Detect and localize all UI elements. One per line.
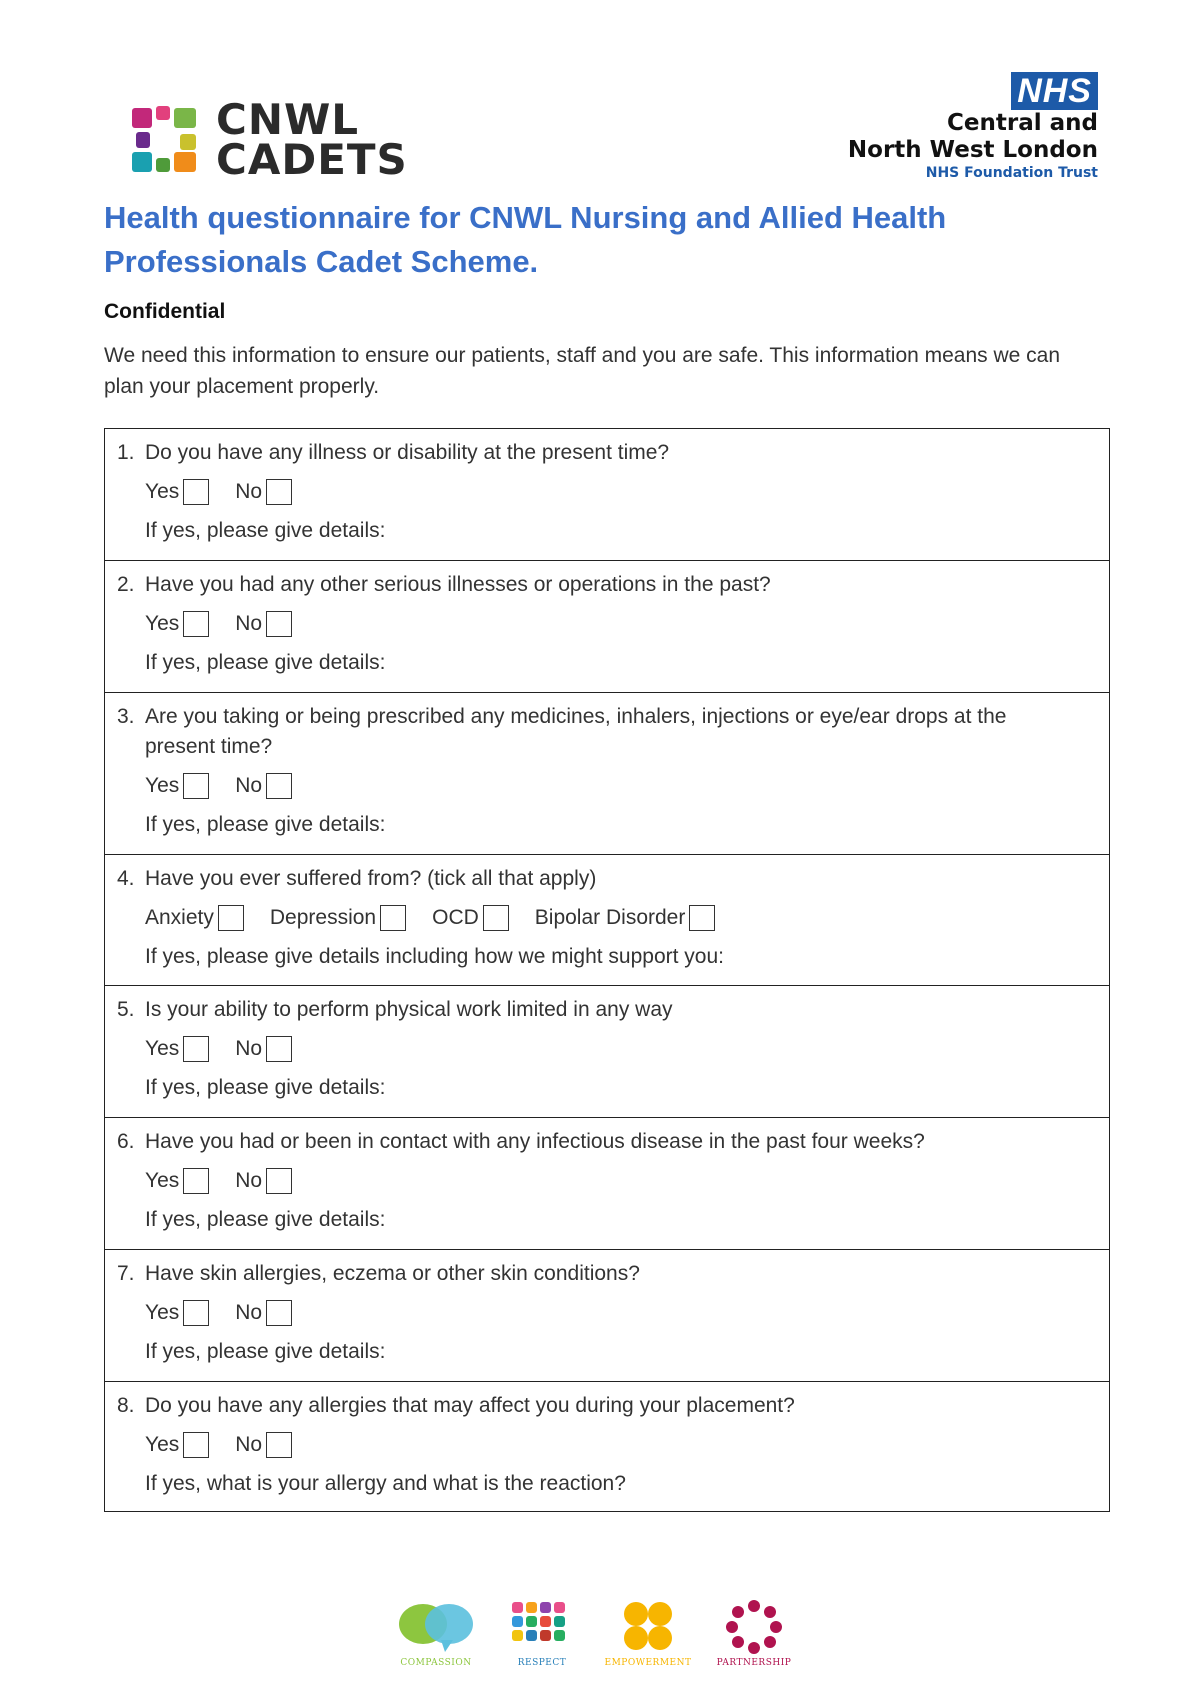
yes-checkbox[interactable]: [183, 611, 209, 637]
title-line2: Professionals Cadet Scheme.: [104, 244, 539, 279]
no-checkbox[interactable]: [266, 611, 292, 637]
depression-label: Depression: [269, 906, 377, 929]
partnership-caption: PARTNERSHIP: [716, 1658, 792, 1668]
nhs-logo-line3: NHS Foundation Trust: [925, 165, 1098, 181]
ocd-checkbox[interactable]: [483, 905, 509, 931]
question-number: 5.: [117, 998, 135, 1021]
no-label: No: [235, 1037, 263, 1060]
details-prompt: If yes, please give details:: [145, 651, 386, 674]
no-label: No: [235, 1169, 263, 1192]
question-row-1: [105, 429, 1109, 560]
yes-label: Yes: [145, 1433, 180, 1456]
question-number: 2.: [117, 573, 135, 596]
question-number: 8.: [117, 1394, 135, 1417]
nhs-logo-line2: North West London: [847, 137, 1098, 163]
empowerment-logo: [604, 1600, 692, 1668]
yes-label: Yes: [145, 1301, 180, 1324]
questionnaire-table: [104, 428, 1110, 1512]
cnwl-cadets-logo: [130, 95, 408, 184]
ocd-label: OCD: [432, 906, 479, 929]
empowerment-caption: EMPOWERMENT: [604, 1658, 692, 1668]
no-label: No: [235, 1433, 263, 1456]
question-text: Have skin allergies, eczema or other skin conditions?: [145, 1262, 640, 1285]
yes-checkbox[interactable]: [183, 479, 209, 505]
question-row-4: [105, 854, 1109, 985]
yes-checkbox[interactable]: [183, 1168, 209, 1194]
question-text: Are you taking or being prescribed any medicines, inhalers, injections or eye/ear drops at the present time?: [145, 705, 1007, 758]
no-checkbox[interactable]: [266, 1432, 292, 1458]
confidential-label: Confidential: [104, 300, 226, 323]
question-text: Do you have any allergies that may affect you during your placement?: [145, 1394, 795, 1417]
question-row-5: [105, 985, 1109, 1117]
question-row-6: [105, 1117, 1109, 1249]
details-prompt: If yes, what is your allergy and what is the reaction?: [145, 1472, 626, 1495]
yes-checkbox[interactable]: [183, 773, 209, 799]
respect-caption: RESPECT: [517, 1658, 567, 1668]
intro-text: We need this information to ensure our patients, staff and you are safe. This information means we can plan your placement properly.: [104, 344, 1061, 398]
anxiety-checkbox[interactable]: [218, 905, 244, 931]
bipolar-label: Bipolar Disorder: [534, 906, 686, 929]
bipolar-checkbox[interactable]: [689, 905, 715, 931]
page-title: [104, 196, 1104, 284]
cadets-puzzle-icon: [130, 104, 202, 176]
nhs-trust-logo: [798, 72, 1098, 182]
yes-label: Yes: [145, 480, 180, 503]
question-number: 4.: [117, 867, 135, 890]
details-prompt: If yes, please give details:: [145, 1340, 386, 1363]
yes-label: Yes: [145, 612, 180, 635]
question-number: 7.: [117, 1262, 135, 1285]
question-row-2: [105, 560, 1109, 692]
cadets-logo-line2: CADETS: [216, 135, 408, 184]
question-row-7: [105, 1249, 1109, 1381]
compassion-logo: [392, 1600, 480, 1668]
no-checkbox[interactable]: [266, 1300, 292, 1326]
cadets-logo-line1: CNWL: [216, 95, 360, 144]
question-text: Have you had or been in contact with any infectious disease in the past four weeks?: [145, 1130, 925, 1153]
no-label: No: [235, 480, 263, 503]
yes-checkbox[interactable]: [183, 1432, 209, 1458]
yes-label: Yes: [145, 1037, 180, 1060]
title-line1: Health questionnaire for CNWL Nursing and Allied Health: [104, 200, 947, 235]
details-prompt: If yes, please give details:: [145, 519, 386, 542]
partnership-logo: [710, 1600, 798, 1668]
mosaic-icon: [510, 1600, 574, 1654]
no-label: No: [235, 774, 263, 797]
no-label: No: [235, 612, 263, 635]
respect-logo: [498, 1600, 586, 1668]
no-checkbox[interactable]: [266, 773, 292, 799]
no-checkbox[interactable]: [266, 1036, 292, 1062]
no-checkbox[interactable]: [266, 1168, 292, 1194]
anxiety-label: Anxiety: [145, 906, 214, 929]
question-number: 1.: [117, 441, 135, 464]
question-number: 6.: [117, 1130, 135, 1153]
yes-checkbox[interactable]: [183, 1036, 209, 1062]
question-text: Do you have any illness or disability at the present time?: [145, 441, 670, 464]
petal-ring-icon: [724, 1600, 784, 1654]
question-text: Have you had any other serious illnesses or operations in the past?: [145, 573, 771, 596]
question-row-8: [105, 1381, 1109, 1511]
details-prompt: If yes, please give details:: [145, 1208, 386, 1231]
details-prompt: If yes, please give details:: [145, 1076, 386, 1099]
details-prompt: If yes, please give details including how we might support you:: [145, 945, 724, 968]
nhs-badge: NHS: [1011, 72, 1098, 110]
depression-checkbox[interactable]: [380, 905, 406, 931]
question-text: Is your ability to perform physical work limited in any way: [145, 998, 673, 1021]
speech-bubbles-icon: [397, 1600, 475, 1654]
question-row-3: [105, 692, 1109, 854]
yes-checkbox[interactable]: [183, 1300, 209, 1326]
values-logos: [392, 1600, 798, 1668]
question-text: Have you ever suffered from? (tick all that apply): [145, 867, 597, 890]
no-label: No: [235, 1301, 263, 1324]
question-number: 3.: [117, 705, 135, 728]
yes-label: Yes: [145, 774, 180, 797]
nhs-logo-line1: Central and: [947, 110, 1098, 136]
no-checkbox[interactable]: [266, 479, 292, 505]
flower-icon: [618, 1600, 678, 1654]
compassion-caption: COMPASSION: [400, 1658, 472, 1668]
yes-label: Yes: [145, 1169, 180, 1192]
details-prompt: If yes, please give details:: [145, 813, 386, 836]
